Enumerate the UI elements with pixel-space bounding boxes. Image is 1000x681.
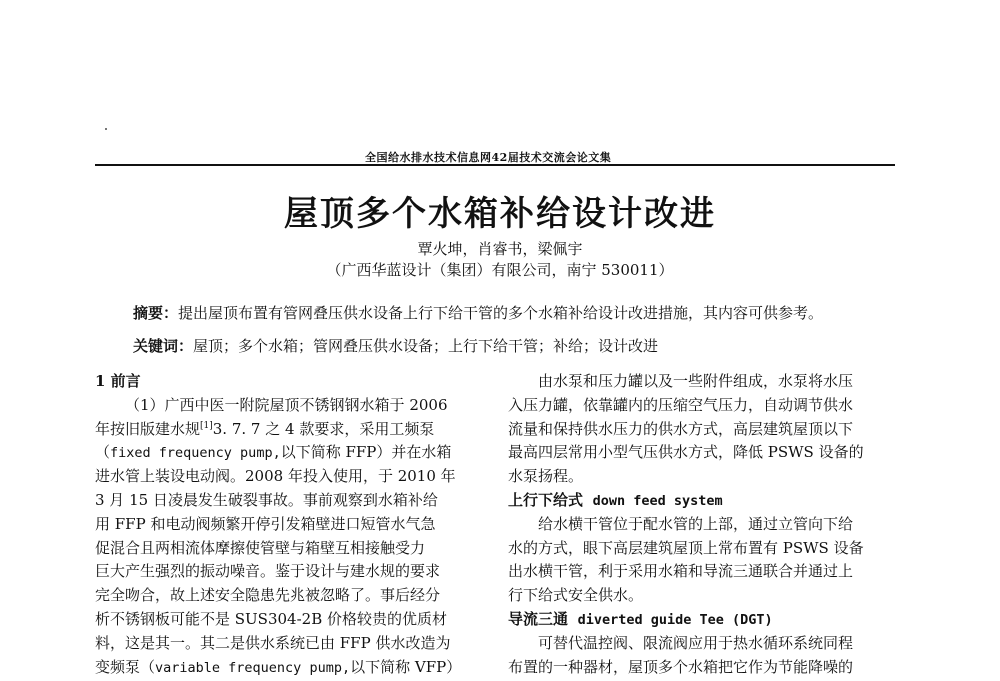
abstract-label: 摘要： — [133, 304, 179, 322]
paragraph-line: 流量和保持供水压力的供水方式，高层建筑屋顶以下 — [508, 419, 854, 438]
paragraph-line: 可替代温控阀、限流阀应用于热水循环系统同程 — [538, 633, 854, 652]
text-span: 3. 7. 7 之 4 款要求，采用工频泵 — [212, 419, 435, 438]
paragraph-line — [95, 418, 495, 442]
text-span: 年按旧版建水规 — [95, 419, 201, 438]
paragraph-line: 析不锈钢板可能不是 SUS304-2B 价格较贵的优质材 — [95, 609, 447, 628]
paragraph-line — [95, 656, 495, 680]
left-column — [95, 370, 495, 679]
author-list: 覃火坤，肖睿书，梁佩宇 — [417, 240, 583, 258]
term-heading — [508, 489, 908, 513]
term-en: down feed system — [592, 492, 723, 509]
citation-ref: [1] — [200, 420, 213, 431]
right-column — [508, 370, 908, 679]
paragraph-line: 用 FFP 和电动阀频繁开停引发箱壁进口短管水气急 — [95, 514, 436, 533]
paragraph-line: 进水管上装设电动阀。2008 年投入使用，于 2010 年 — [95, 467, 456, 486]
paragraph-line: 入压力罐，依靠罐内的压缩空气压力，自动调节供水 — [508, 395, 854, 414]
section-heading: 1 前言 — [95, 372, 141, 390]
english-term: variable frequency pump, — [155, 659, 351, 676]
text-span: 以下简称 FFP）并在水箱 — [280, 443, 452, 462]
paragraph-line: 水的方式，眼下高层建筑屋顶上常布置有 PSWS 设备 — [508, 538, 864, 557]
paragraph-line: 由水泵和压力罐以及一些附件组成，水泵将水压 — [538, 372, 854, 390]
paragraph-line: 3 月 15 日凌晨发生破裂事故。事前观察到水箱补给 — [95, 490, 438, 509]
paragraph-line: 布置的一种器材，屋顶多个水箱把它作为节能降噪的 — [508, 657, 854, 676]
text-span: 变频泵（ — [95, 657, 156, 676]
paragraph-line: 料，这是其一。其二是供水系统已由 FFP 供水改造为 — [95, 633, 451, 652]
term-heading — [508, 608, 908, 632]
term-cn: 上行下给式 — [508, 490, 584, 509]
paragraph-line: 行下给式安全供水。 — [508, 586, 644, 605]
header-rule — [95, 164, 895, 166]
keywords-label: 关键词： — [133, 337, 194, 355]
text-span: 以下简称 VFP） — [350, 657, 462, 676]
affiliation: （广西华蓝设计（集团）有限公司，南宁 530011） — [326, 261, 674, 279]
paragraph-line: 给水横干管位于配水管的上部，通过立管向下给 — [538, 514, 854, 533]
text-span: （ — [95, 443, 111, 462]
scan-speck — [105, 128, 107, 130]
paragraph-line: 水泵扬程。 — [508, 467, 584, 486]
abstract — [133, 302, 903, 323]
paragraph-line: （1）广西中医一附院屋顶不锈钢钢水箱于 2006 — [125, 395, 448, 414]
term-cn: 导流三通 — [508, 609, 569, 628]
abstract-text: 提出屋顶布置有管网叠压供水设备上行下给干管的多个水箱补给设计改进措施，其内容可供参考。 — [178, 304, 824, 322]
keywords-text: 屋顶；多个水箱；管网叠压供水设备；上行下给干管；补给；设计改进 — [193, 337, 659, 355]
term-en: diverted guide Tee (DGT) — [577, 611, 773, 628]
english-term: fixed frequency pump, — [110, 445, 281, 462]
running-head: 全国给水排水技术信息网42届技术交流会论文集 — [365, 151, 612, 164]
paragraph-line: 出水横干管，利于采用水箱和导流三通联合并通过上 — [508, 562, 854, 581]
paragraph-line: 巨大产生强烈的振动噪音。鉴于设计与建水规的要求 — [95, 562, 441, 581]
paper-title: 屋顶多个水箱补给设计改进 — [284, 194, 716, 234]
paragraph-line: 完全吻合，故上述安全隐患先兆被忽略了。事后经分 — [95, 586, 441, 605]
keywords — [133, 335, 903, 356]
paragraph-line — [95, 441, 495, 465]
paragraph-line: 最高四层常用小型气压供水方式，降低 PSWS 设备的 — [508, 443, 864, 462]
paragraph-line: 促混合且两相流体摩擦使管壁与箱壁互相接触受力 — [95, 538, 426, 557]
